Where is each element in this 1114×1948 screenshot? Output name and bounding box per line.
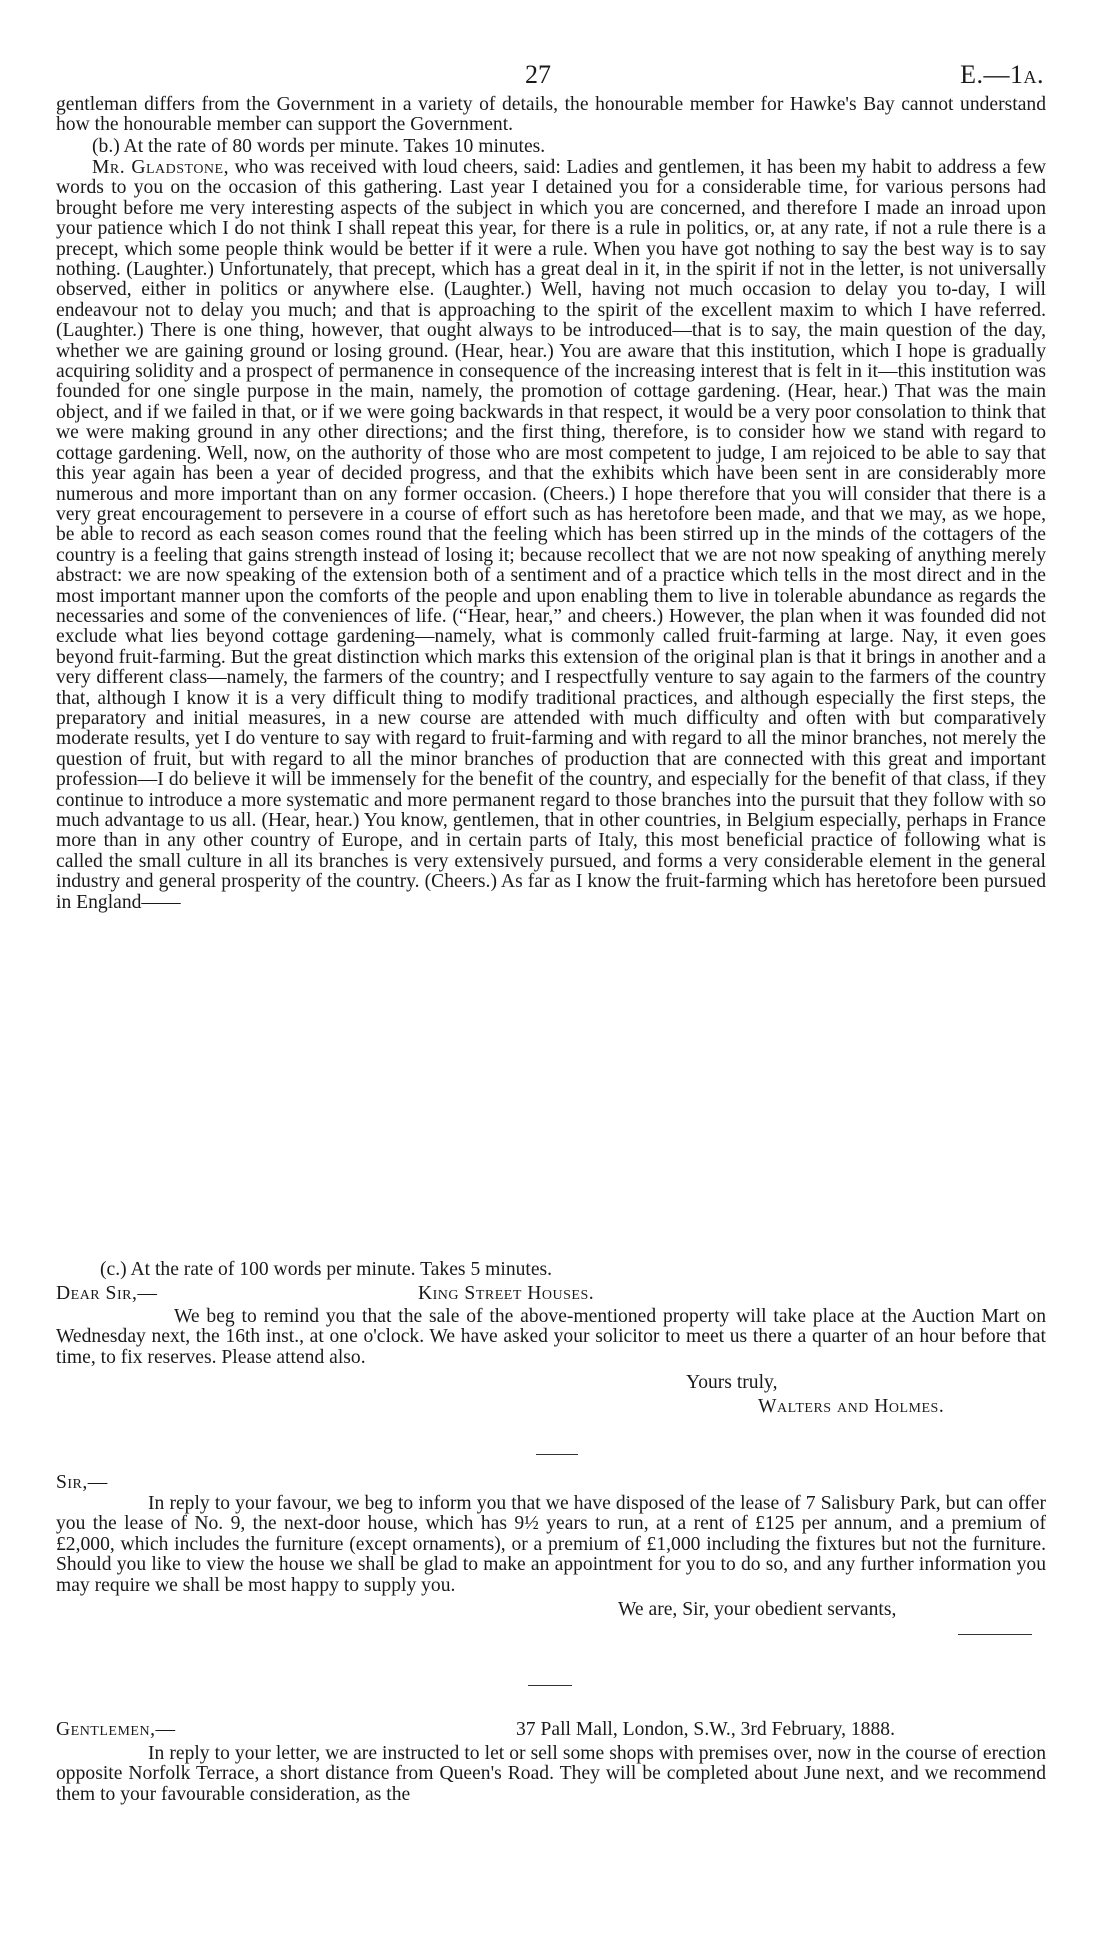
passage-b-label: (b.) At the rate of 80 words per minute. Takes 10 minutes. — [92, 136, 546, 157]
letter1-signature: Walters and Holmes. — [758, 1396, 945, 1417]
page-number: 27 — [525, 60, 551, 89]
letter3-address-date: 37 Pall Mall, London, S.W., 3rd February, 1888. — [516, 1719, 895, 1740]
speech-paragraph — [56, 158, 1046, 913]
divider-rule — [536, 1454, 578, 1455]
letter2-body-end: years to run, at a rent of £125 per annum, and a premium of £2,000, which includes the furniture (except ornaments), or a premium of £1,000 including the fixtures but not the furniture. Should you like to view the house we shall be glad to make an appointment for you to do so, and any further information you may require we shall be most happy to supply you. — [56, 1513, 1046, 1596]
letter1-salutation: Dear Sir,— — [56, 1283, 158, 1304]
passage-c-label: (c.) At the rate of 100 words per minute. Takes 5 minutes. — [100, 1259, 553, 1280]
letter3-salutation: Gentlemen,— — [56, 1719, 176, 1740]
years-fraction: ½ — [524, 1513, 539, 1535]
letter2-closing: We are, Sir, your obedient servants, — [618, 1599, 897, 1620]
letter3-body: In reply to your letter, we are instructed to let or sell some shops with premises over, now in the course of erection opposite Norfolk Terrace, a short distance from Queen's Road. They will be completed about June next, and we recommend them to your favourable consideration, as the — [56, 1743, 1046, 1805]
letter1-closing: Yours truly, — [686, 1372, 778, 1393]
paragraph-continuation: gentleman differs from the Government in a variety of details, the honourable member for Hawke's Bay cannot understand how the honourable member can support the Government. — [56, 94, 1046, 136]
speech-text: who was received with loud cheers, said: Ladies and gentlemen, it has been my habit to address a few words to you on the occasion of this gathering. Last year I detained you for a considerable time, for various persons had brought before me very interesting aspects of the subject in which you are concerned, and therefore I made an inroad upon your patience which I do not think I shall repeat this year, for there is a rule in politics, or, at any rate, if not a rule there is a precept, which some people think would be better if it were a rule. When you have got nothing to say the best way is to say nothing. (Laughter.) Unfortunately, that precept, which has a great deal in it, in the spirit if not in the letter, is not universally observed, either in politics or anywhere else. (Laughter.) Well, having not much occasion to delay you to-day, I will endeavour not to delay you much; and that is approaching to the spirit of the excellent maxim to which I have referred. (Laughter.) There is one thing, however, that ought always to be introduced—that is to say, the main question of the day, whether we are gaining ground or losing ground. (Hear, hear.) You are aware that this institution, which I hope is gradually acquiring solidity and a prospect of permanence in consequence of the increasing interest that is felt in it—this institution was founded for one single purpose in the main, namely, the promotion of cottage gardening. (Hear, hear.) That was the main object, and if we failed in that, or if we were going backwards in that respect, it would be a very poor consolation to think that we were making ground in any other directions; and the first thing, therefore, is to consider how we stand with regard to cottage gardening. Well, now, on the authority of those who are most competent to judge, I am rejoiced to be able to say that this year again has been a year of decided progress, and that the exhibits which have been sent in are considerably more numerous and more important than on any former occasion. (Cheers.) I hope therefore that you will consider that there is a very great encouragement to persevere in a course of effort such as has heretofore been made, and that we may, as we hope, be able to record as each season comes round that the feeling which has been stirred up in the minds of the cottagers of the country is a feeling that gains strength instead of losing it; because recollect that we are not now speaking of anything merely abstract: we are now speaking of the extension both of a sentiment and of a practice which tells in the most direct and in the most important manner upon the comforts of the people and upon enabling them to live in tolerable abundance as regards the necessaries and some of the conveniences of life. (“Hear, hear,” and cheers.) However, the plan when it was founded did not exclude what lies beyond cottage gardening—namely, what is commonly called fruit-farming at large. Nay, it even goes beyond fruit-farming. But the great distinction which marks this extension of the original plan is that it brings in another and a very different class—namely, the farmers of the country; and I respectfully venture to say again to the farmers of the country that, although I know it is a very difficult thing to modify traditional practices, and although especially the first steps, the preparatory and initial measures, in a new course are attended with much difficulty and often with but comparatively moderate results, yet I do venture to say with regard to fruit-farming and with regard to all the minor branches, not merely the question of fruit, but with regard to all the minor branches of production that are connected with this great and important profession—I do believe it will be immensely for the benefit of the country, and especially for the benefit of that class, if they continue to introduce a more systematic and more permanent regard to those branches into the pursuit that they follow with so much advantage to us all. (Hear, hear.) You know, gentlemen, that in other countries, in Belgium especially, perhaps in France more than in any other country of Europe, and in certain parts of Italy, this most beneficial practice of following what is called the small culture in all its branches is very extensively pursued, and forms a very considerable element in the general industry and general prosperity of the country. (Cheers.) As far as I know the fruit-farming which has heretofore been pursued in England—— — [56, 157, 1046, 913]
signature-blank-line — [958, 1634, 1032, 1635]
letter1-heading: King Street Houses. — [418, 1283, 595, 1304]
letter2-salutation: Sir,— — [56, 1472, 108, 1493]
letter2-body — [56, 1494, 1046, 1596]
letter1-body: We beg to remind you that the sale of the above-mentioned property will take place at the Auction Mart on Wednesday next, the 16th inst., at one o'clock. We have asked your solicitor to meet us there a quarter of an hour before that time, to fix reserves. Please attend also. — [56, 1306, 1046, 1368]
divider-rule — [528, 1685, 572, 1686]
page-header — [0, 52, 1114, 92]
speaker-name: Mr. Gladstone, — [92, 157, 229, 178]
letter2-body-start: In reply to your favour, we beg to inform you that we have disposed of the lease of 7 Salisbury Park, but can offer you the lease of No. 9, the next-door house, which has 9 — [56, 1493, 1046, 1535]
document-reference: E.—1a. — [960, 60, 1044, 89]
